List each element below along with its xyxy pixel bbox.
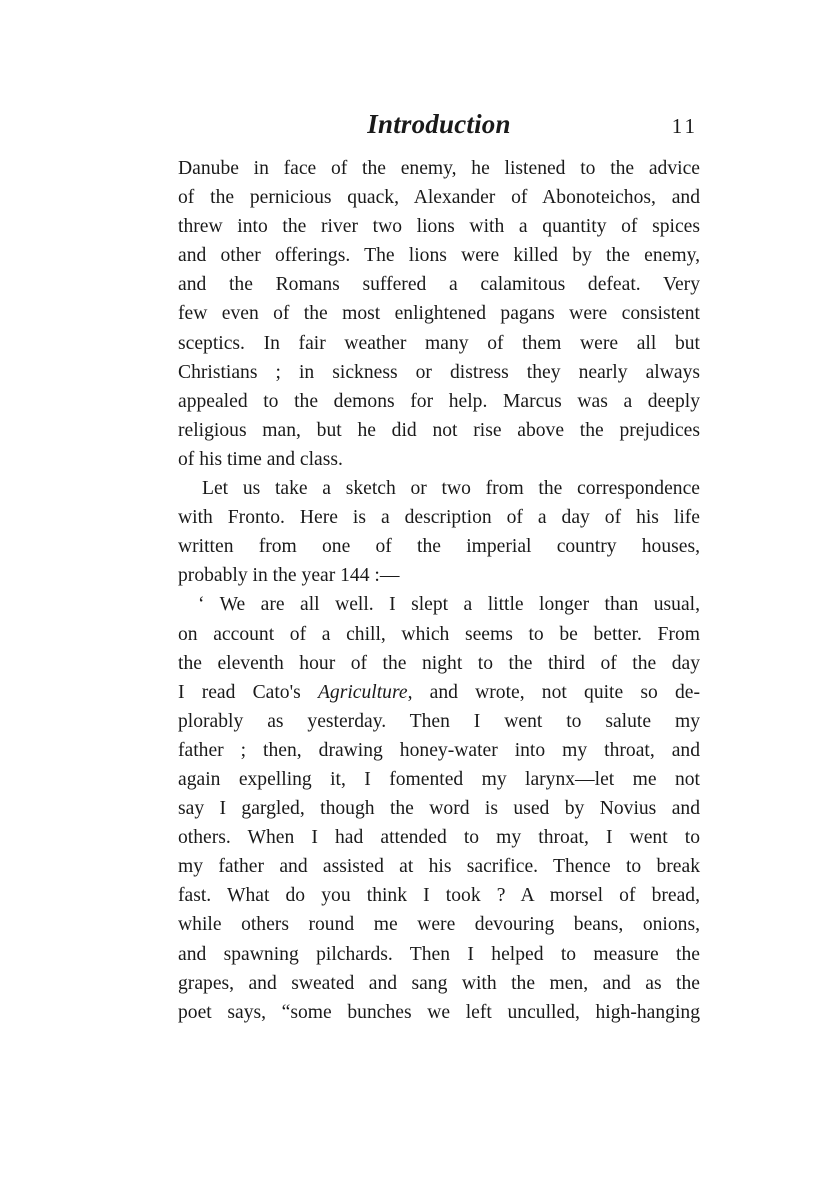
paragraph <box>178 474 700 590</box>
text-line: appealed to the demons for help. Marcus was a deeply <box>178 390 700 412</box>
paragraph-quotation <box>178 590 700 1026</box>
text-line: few even of the most enlightened pagans were consistent <box>178 303 700 325</box>
text-line: father ; then, drawing honey-water into my throat, and <box>178 739 700 761</box>
text-body <box>178 154 700 1027</box>
text-line: others. When I had attended to my throat, I went to <box>178 827 700 849</box>
page-number: 11 <box>671 114 698 138</box>
text-line: religious man, but he did not rise above the prejudices <box>178 419 700 441</box>
text-line: of his time and class. <box>178 448 343 470</box>
text-line: probably in the year 144 :— <box>178 565 400 587</box>
text-line: on account of a chill, which seems to be better. From <box>178 623 700 645</box>
text-line: my father and assisted at his sacrifice. Thence to break <box>178 856 700 878</box>
text-line: again expelling it, I fomented my larynx—let me not <box>178 768 700 790</box>
text-line: sceptics. In fair weather many of them were all but <box>178 332 700 354</box>
text-segment: I read Cato's <box>178 681 318 703</box>
running-head <box>178 106 700 142</box>
text-segment: , and wrote, not quite so de- <box>407 681 700 703</box>
text-line: poet says, “some bunches we left unculled, high-hanging <box>178 1001 700 1023</box>
work-title: Agriculture <box>317 681 408 703</box>
text-line: of the pernicious quack, Alexander of Abonoteichos, and <box>178 187 700 209</box>
text-line-with-title <box>178 678 700 707</box>
text-line: the eleventh hour of the night to the third of the day <box>178 652 700 674</box>
text-line: grapes, and sweated and sang with the men, and as the <box>178 972 700 994</box>
text-line: while others round me were devouring beans, onions, <box>178 914 700 936</box>
text-line: plorably as yesterday. Then I went to salute my <box>178 710 700 732</box>
text-line: written from one of the imperial country houses, <box>178 536 700 558</box>
text-line: threw into the river two lions with a quantity of spices <box>178 216 700 238</box>
text-line: say I gargled, though the word is used by Novius and <box>178 798 700 820</box>
text-line: and the Romans suffered a calamitous defeat. Very <box>178 274 700 296</box>
running-title: Introduction <box>367 109 511 139</box>
text-line: Christians ; in sickness or distress they nearly always <box>178 361 700 383</box>
text-line: ‘ We are all well. I slept a little longer than usual, <box>198 594 700 616</box>
text-line: and other offerings. The lions were killed by the enemy, <box>178 245 700 267</box>
text-line: and spawning pilchards. Then I helped to measure the <box>178 943 700 965</box>
text-line: Danube in face of the enemy, he listened to the advice <box>178 158 700 179</box>
text-line: fast. What do you think I took ? A morsel of bread, <box>178 885 700 907</box>
text-line: with Fronto. Here is a description of a day of his life <box>178 507 700 529</box>
paragraph <box>178 154 700 474</box>
text-line: Let us take a sketch or two from the correspondence <box>202 478 700 500</box>
